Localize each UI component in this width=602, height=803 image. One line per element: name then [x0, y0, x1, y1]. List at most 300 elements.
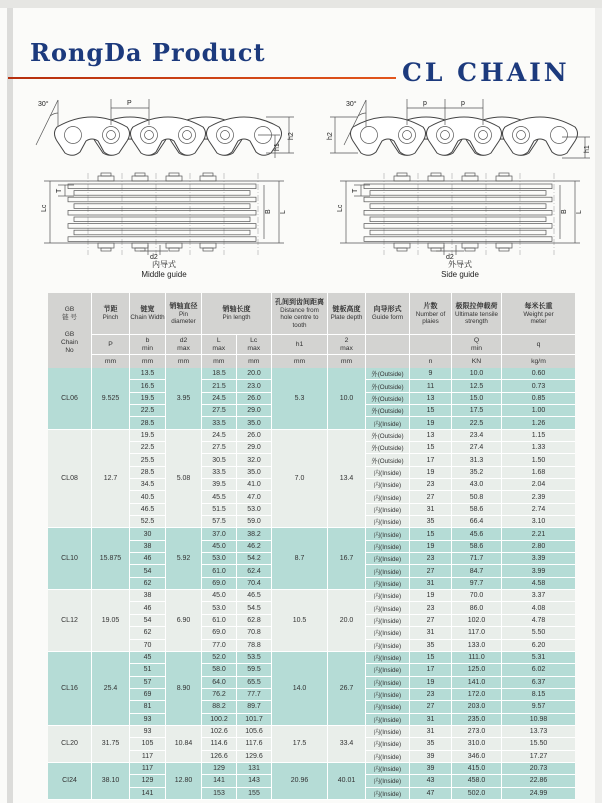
pin-diameter-cell: 5.08	[166, 430, 202, 528]
h1-label: h1	[274, 143, 281, 151]
chain-section-CL12	[48, 590, 575, 652]
pitch-cell: 38.10	[92, 763, 130, 799]
plate-count-cell: 17	[410, 454, 451, 466]
guide-form-cell: 内(Inside)	[366, 479, 409, 491]
weight-cell: 2.04	[502, 479, 575, 491]
pin-length-l-column	[202, 652, 237, 725]
tensile-strength-column	[452, 590, 502, 651]
pin-length-lc-cell: 131	[237, 763, 271, 775]
pin-diameter-cell: 10.84	[166, 726, 202, 762]
chain-width-cell: 62	[143, 579, 152, 587]
plate-depth-cell: 13.4	[328, 430, 366, 528]
pin-length-lc-cell: 78.8	[247, 641, 261, 649]
weight-cell: 6.37	[502, 677, 575, 689]
scan-edge-left	[7, 8, 13, 803]
pin-length-lc-cell: 53.5	[237, 652, 271, 664]
tensile-strength-cell: 45.6	[452, 528, 501, 540]
guide-form-column	[366, 430, 410, 528]
pin-diameter-cell: 3.95	[166, 368, 202, 429]
chain-no-cell: CL12	[48, 590, 92, 651]
plate-count-column	[410, 528, 452, 589]
chain-width-cell: 70	[143, 641, 152, 649]
guide-form-column	[366, 763, 410, 799]
distance-h1-cell: 7.0	[272, 430, 328, 528]
chain-width-column	[130, 726, 166, 762]
pin-length-lc-cell: 20.0	[237, 368, 271, 380]
b-label: B	[561, 209, 568, 214]
tensile-strength-cell: 43.0	[452, 479, 501, 491]
chain-width-cell: 13.5	[130, 368, 165, 380]
chain-section-CL06	[48, 368, 575, 430]
weight-cell: 4.78	[502, 615, 575, 627]
scan-edge-top	[0, 0, 602, 8]
pin-length-lc-cell: 105.6	[237, 726, 271, 738]
distance-h1-cell: 8.7	[272, 528, 328, 589]
plate-count-cell: 27	[410, 491, 451, 503]
lc-label: Lc	[337, 204, 344, 212]
pin-length-lc-column	[237, 368, 272, 429]
chain-width-cell: 117	[141, 752, 154, 760]
weight-cell: 3.37	[502, 590, 575, 602]
chain-width-cell: 30	[130, 528, 165, 540]
pin-length-lc-cell: 41.0	[237, 479, 271, 491]
pin-length-l-cell: 33.5	[212, 419, 226, 427]
pin-length-lc-cell: 46.5	[237, 590, 271, 602]
guide-form-cell: 内(Inside)	[373, 519, 402, 527]
weight-cell: 8.15	[502, 689, 575, 701]
plate-depth-cell: 16.7	[328, 528, 366, 589]
pin-length-lc-cell: 59.0	[247, 518, 261, 526]
weight-cell: 3.10	[531, 518, 546, 526]
plate-count-column	[410, 763, 452, 799]
plate-count-cell: 27	[410, 701, 451, 713]
pin-length-lc-column	[237, 528, 272, 589]
guide-form-cell: 内(Inside)	[366, 701, 409, 713]
pin-length-l-cell: 24.5	[202, 393, 236, 405]
chain-width-cell: 19.5	[130, 393, 165, 405]
pin-length-lc-column	[237, 652, 272, 725]
pin-length-lc-cell: 65.5	[237, 677, 271, 689]
pin-length-lc-cell: 26.0	[237, 430, 271, 442]
plate-count-column	[410, 590, 452, 651]
t-label: T	[56, 188, 63, 193]
weight-cell: 1.00	[502, 405, 575, 417]
guide-form-cell: 内(Inside)	[366, 541, 409, 553]
chain-width-cell: 141	[141, 789, 154, 797]
chain-width-column	[130, 652, 166, 725]
pin-length-l-cell: 18.5	[202, 368, 236, 380]
tensile-strength-cell: 23.4	[452, 430, 501, 442]
chain-profile-drawing	[327, 99, 591, 158]
chain-width-cell: 54	[130, 565, 165, 577]
tensile-strength-cell: 10.0	[452, 368, 501, 380]
guide-form-cell: 内(Inside)	[366, 467, 409, 479]
scan-edge-right	[595, 8, 602, 803]
plate-count-cell: 23	[410, 602, 451, 614]
guide-form-cell: 内(Inside)	[366, 602, 409, 614]
plate-count-column	[410, 652, 452, 725]
brand-title: RongDa Product	[30, 38, 266, 67]
pin-length-lc-cell: 89.7	[237, 701, 271, 713]
chain-width-cell: 40.5	[130, 491, 165, 503]
pin-length-l-cell: 37.0	[202, 528, 236, 540]
tensile-strength-cell: 141.0	[452, 677, 501, 689]
pin-length-lc-cell: 35.0	[247, 419, 261, 427]
chain-width-cell: 38	[130, 541, 165, 553]
header-col-ultimate-tensile-strength: 极限拉伸载荷 Ultimate tensile strength Q min KN	[452, 293, 502, 368]
pin-length-l-cell: 61.0	[202, 565, 236, 577]
tensile-strength-cell: 172.0	[452, 689, 501, 701]
tensile-strength-cell: 125.0	[452, 664, 501, 676]
weight-column	[502, 590, 575, 651]
side-guide-diagram	[324, 95, 596, 260]
guide-form-cell: 内(Inside)	[366, 615, 409, 627]
pin-length-lc-column	[237, 763, 272, 799]
weight-column	[502, 652, 575, 725]
plate-count-cell: 15	[410, 405, 451, 417]
plate-count-column	[410, 368, 452, 429]
pin-length-lc-cell: 47.0	[237, 491, 271, 503]
tensile-strength-cell: 35.2	[452, 467, 501, 479]
plate-count-cell: 39	[410, 763, 451, 775]
chain-width-cell: 28.5	[140, 419, 155, 427]
pin-length-l-cell: 30.5	[202, 454, 236, 466]
table-body	[48, 368, 575, 800]
pin-length-l-cell: 61.0	[202, 615, 236, 627]
weight-cell: 20.73	[502, 763, 575, 775]
page-title: CL CHAIN	[402, 58, 570, 87]
pin-length-lc-cell: 29.0	[237, 405, 271, 417]
pin-length-l-cell: 76.2	[202, 689, 236, 701]
l-label: L	[280, 210, 287, 214]
distance-h1-cell: 17.5	[272, 726, 328, 762]
pitch-cell: 31.75	[92, 726, 130, 762]
chain-width-cell: 38	[130, 590, 165, 602]
chain-width-cell: 54	[130, 615, 165, 627]
pin-length-l-cell: 77.0	[212, 641, 226, 649]
distance-h1-cell: 14.0	[272, 652, 328, 725]
plate-count-cell: 13	[410, 393, 451, 405]
pin-length-l-column	[202, 430, 237, 528]
header-col-guide-form: 向导形式 Guide form	[366, 293, 410, 368]
plate-count-cell: 35	[426, 518, 435, 526]
weight-cell: 4.58	[531, 579, 546, 587]
tensile-strength-cell: 273.0	[452, 726, 501, 738]
guide-form-cell: 内(Inside)	[366, 775, 409, 787]
pin-length-l-cell: 57.5	[212, 518, 226, 526]
weight-cell: 1.26	[531, 419, 546, 427]
weight-cell: 9.57	[502, 701, 575, 713]
tensile-strength-cell: 17.5	[452, 405, 501, 417]
header-col-pin-length: 销轴长度 Pin length L max mm Lc max mm	[202, 293, 272, 368]
pin-length-l-cell: 153	[213, 789, 225, 797]
chain-width-cell: 46	[130, 553, 165, 565]
header-col-pin-diameter: 销轴直径 Pin diameter d2 max mm	[166, 293, 202, 368]
plate-count-cell: 35	[410, 738, 451, 750]
chain-no-cell: CL20	[48, 726, 92, 762]
tensile-strength-cell: 415.0	[452, 763, 501, 775]
tensile-strength-cell: 66.4	[469, 518, 484, 526]
plate-count-cell: 47	[426, 789, 435, 797]
header-col-l-max: L max mm	[202, 335, 237, 368]
weight-cell: 1.15	[502, 430, 575, 442]
plate-count-cell: 43	[410, 775, 451, 787]
header-col-distance-h1: 孔间到齿间距离 Distance from hole centre to tooth h1 mm	[272, 293, 328, 368]
chain-width-column	[130, 763, 166, 799]
pin-length-l-cell: 21.5	[202, 380, 236, 392]
pitch-cell: 12.7	[92, 430, 130, 528]
plate-count-cell: 15	[410, 528, 451, 540]
pin-length-lc-cell: 155	[248, 789, 260, 797]
plate-count-cell: 27	[410, 615, 451, 627]
chain-width-cell: 93	[130, 726, 165, 738]
chain-width-cell: 16.5	[130, 380, 165, 392]
pin-length-l-cell: 45.0	[202, 541, 236, 553]
guide-form-cell: 内(Inside)	[366, 677, 409, 689]
chain-plan-drawing	[41, 173, 287, 260]
pitch-cell: 19.05	[92, 590, 130, 651]
pin-length-l-cell: 53.0	[202, 602, 236, 614]
pin-length-lc-cell: 29.0	[237, 442, 271, 454]
angle-label: 30°	[346, 101, 357, 108]
plate-count-cell: 27	[410, 565, 451, 577]
t-label: T	[352, 188, 359, 193]
plate-count-cell: 35	[426, 641, 435, 649]
pin-length-l-cell: 114.6	[202, 738, 236, 750]
tensile-strength-cell: 71.7	[452, 553, 501, 565]
weight-column	[502, 763, 575, 799]
weight-cell: 1.68	[502, 467, 575, 479]
l-label: L	[576, 210, 583, 214]
plate-depth-cell: 40.01	[328, 763, 366, 799]
guide-form-column	[366, 368, 410, 429]
weight-cell: 10.98	[529, 715, 548, 723]
pin-length-lc-cell: 59.5	[237, 664, 271, 676]
guide-form-cell: 内(Inside)	[373, 753, 402, 761]
plate-count-cell: 23	[410, 479, 451, 491]
chain-width-cell: 52.5	[140, 518, 155, 526]
pin-length-l-cell: 100.2	[210, 715, 228, 723]
guide-form-cell: 内(Inside)	[366, 689, 409, 701]
header-col-gb-chain-no: GB 链 号 GB Chain No	[48, 293, 92, 368]
pitch-cell: 9.525	[92, 368, 130, 429]
pin-length-lc-cell: 23.0	[237, 380, 271, 392]
chain-no-cell: CI24	[48, 763, 92, 799]
chain-width-cell: 34.5	[130, 479, 165, 491]
pin-length-lc-cell: 62.4	[237, 565, 271, 577]
b-label: B	[265, 209, 272, 214]
chain-width-cell: 62	[130, 627, 165, 639]
chain-section-CI24	[48, 763, 575, 800]
tensile-strength-column	[452, 368, 502, 429]
side-guide-caption: 外导式 Side guide	[441, 260, 479, 279]
chain-plan-drawing	[337, 173, 583, 260]
chain-width-cell: 19.5	[130, 430, 165, 442]
guide-form-column	[366, 590, 410, 651]
guide-form-cell: 内(Inside)	[366, 738, 409, 750]
guide-form-cell: 外(Outside)	[366, 393, 409, 405]
pin-diameter-cell: 8.90	[166, 652, 202, 725]
pin-length-lc-cell: 54.5	[237, 602, 271, 614]
tensile-strength-cell: 502.0	[467, 789, 486, 797]
middle-guide-diagram	[28, 95, 300, 260]
weight-cell: 13.73	[502, 726, 575, 738]
guide-form-cell: 内(Inside)	[366, 726, 409, 738]
weight-column	[502, 368, 575, 429]
tensile-strength-cell: 15.0	[452, 393, 501, 405]
tensile-strength-cell: 22.5	[469, 419, 484, 427]
distance-h1-cell: 10.5	[272, 590, 328, 651]
plate-count-column	[410, 726, 452, 762]
pitch-label-1: p	[423, 100, 427, 107]
guide-form-cell: 内(Inside)	[373, 580, 402, 588]
chain-section-CL08	[48, 430, 575, 529]
chain-width-cell: 69	[130, 689, 165, 701]
weight-column	[502, 726, 575, 762]
weight-cell: 22.86	[502, 775, 575, 787]
plate-count-cell: 19	[410, 541, 451, 553]
h1-label: h1	[584, 145, 591, 153]
tensile-strength-cell: 12.5	[452, 380, 501, 392]
plate-count-cell: 39	[426, 752, 435, 760]
plate-depth-cell: 20.0	[328, 590, 366, 651]
tensile-strength-cell: 27.4	[452, 442, 501, 454]
tensile-strength-cell: 203.0	[452, 701, 501, 713]
header-col-weight-per-meter: 每米长重 Weight per meter q kg/m	[502, 293, 575, 368]
pin-length-lc-cell: 26.0	[237, 393, 271, 405]
plate-count-cell: 11	[410, 380, 451, 392]
pin-length-l-column	[202, 763, 237, 799]
tensile-strength-cell: 235.0	[467, 715, 486, 723]
pin-diameter-cell: 12.80	[166, 763, 202, 799]
plate-count-cell: 31	[426, 579, 435, 587]
weight-cell: 24.99	[529, 789, 548, 797]
pin-length-l-cell: 39.5	[202, 479, 236, 491]
chain-width-cell: 105	[130, 738, 165, 750]
header-col-lc-max: Lc max mm	[237, 335, 272, 368]
pin-length-lc-cell: 70.8	[237, 627, 271, 639]
pin-length-l-cell: 102.6	[202, 726, 236, 738]
plate-count-cell: 9	[410, 368, 451, 380]
guide-form-cell: 内(Inside)	[373, 642, 402, 650]
distance-h1-cell: 5.3	[272, 368, 328, 429]
pin-length-lc-column	[237, 430, 272, 528]
tensile-strength-column	[452, 726, 502, 762]
plate-count-cell: 13	[410, 430, 451, 442]
pin-length-lc-cell: 53.0	[237, 504, 271, 516]
guide-form-cell: 外(Outside)	[366, 380, 409, 392]
tensile-strength-cell: 111.0	[452, 652, 501, 664]
tensile-strength-cell: 58.6	[452, 541, 501, 553]
chain-width-cell: 117	[130, 763, 165, 775]
weight-cell: 2.39	[502, 491, 575, 503]
pin-length-l-cell: 52.0	[202, 652, 236, 664]
tensile-strength-column	[452, 652, 502, 725]
chain-no-cell: CL10	[48, 528, 92, 589]
pin-diameter-cell: 6.90	[166, 590, 202, 651]
header-col-pitch: 节距 Pinch P mm	[92, 293, 130, 368]
title-underline	[8, 77, 396, 79]
pin-length-l-cell: 27.5	[202, 405, 236, 417]
plate-count-cell: 31	[410, 726, 451, 738]
plate-count-cell: 31	[410, 504, 451, 516]
chain-width-cell: 57	[130, 677, 165, 689]
guide-form-cell: 内(Inside)	[366, 627, 409, 639]
pin-length-l-column	[202, 726, 237, 762]
chain-spec-table	[48, 293, 575, 800]
chain-section-CL16	[48, 652, 575, 726]
d2-label: d2	[150, 254, 158, 260]
plate-count-cell: 15	[410, 652, 451, 664]
pin-length-lc-cell: 32.0	[237, 454, 271, 466]
guide-form-cell: 内(Inside)	[366, 553, 409, 565]
weight-cell: 3.99	[502, 565, 575, 577]
guide-form-cell: 外(Outside)	[366, 368, 409, 380]
tensile-strength-column	[452, 528, 502, 589]
h2-label: h2	[288, 132, 295, 140]
distance-h1-cell: 20.96	[272, 763, 328, 799]
plate-count-cell: 19	[410, 590, 451, 602]
header-col-chain-width: 链宽 Chain Width b min mm	[130, 293, 166, 368]
tensile-strength-column	[452, 763, 502, 799]
chain-width-cell: 93	[143, 715, 152, 723]
pitch-label-2: p	[461, 100, 465, 107]
pin-length-l-cell: 45.0	[202, 590, 236, 602]
weight-cell: 5.50	[502, 627, 575, 639]
pin-length-l-column	[202, 368, 237, 429]
pin-length-l-cell: 45.5	[202, 491, 236, 503]
pin-length-l-cell: 129	[202, 763, 236, 775]
pin-length-lc-cell: 62.8	[237, 615, 271, 627]
pitch-cell: 25.4	[92, 652, 130, 725]
weight-cell: 17.27	[529, 752, 548, 760]
plate-count-cell: 19	[426, 419, 435, 427]
tensile-strength-cell: 86.0	[452, 602, 501, 614]
guide-form-cell: 内(Inside)	[366, 652, 409, 664]
h2-label: h2	[327, 132, 334, 140]
chain-no-cell: CL08	[48, 430, 92, 528]
chain-width-cell: 25.5	[130, 454, 165, 466]
tensile-strength-cell: 50.8	[452, 491, 501, 503]
chain-no-cell: CL16	[48, 652, 92, 725]
plate-count-cell: 15	[410, 442, 451, 454]
plate-depth-cell: 33.4	[328, 726, 366, 762]
guide-form-cell: 外(Outside)	[366, 405, 409, 417]
chain-width-cell: 22.5	[130, 405, 165, 417]
weight-cell: 4.08	[502, 602, 575, 614]
pin-length-lc-cell: 101.7	[245, 715, 263, 723]
pin-length-l-cell: 141	[202, 775, 236, 787]
guide-form-cell: 内(Inside)	[366, 491, 409, 503]
tensile-strength-cell: 97.7	[469, 579, 484, 587]
chain-section-CL20	[48, 726, 575, 763]
weight-cell: 15.50	[502, 738, 575, 750]
pin-length-l-cell: 33.5	[202, 467, 236, 479]
tensile-strength-column	[452, 430, 502, 528]
weight-cell: 2.80	[502, 541, 575, 553]
tensile-strength-cell: 310.0	[452, 738, 501, 750]
weight-cell: 0.85	[502, 393, 575, 405]
plate-count-cell: 19	[410, 467, 451, 479]
plate-depth-cell: 26.7	[328, 652, 366, 725]
chain-width-column	[130, 368, 166, 429]
guide-form-cell: 内(Inside)	[373, 790, 402, 798]
chain-no-cell: CL06	[48, 368, 92, 429]
tensile-strength-cell: 102.0	[452, 615, 501, 627]
d2-label: d2	[446, 254, 454, 260]
plate-count-cell: 23	[410, 689, 451, 701]
guide-form-cell: 内(Inside)	[366, 565, 409, 577]
